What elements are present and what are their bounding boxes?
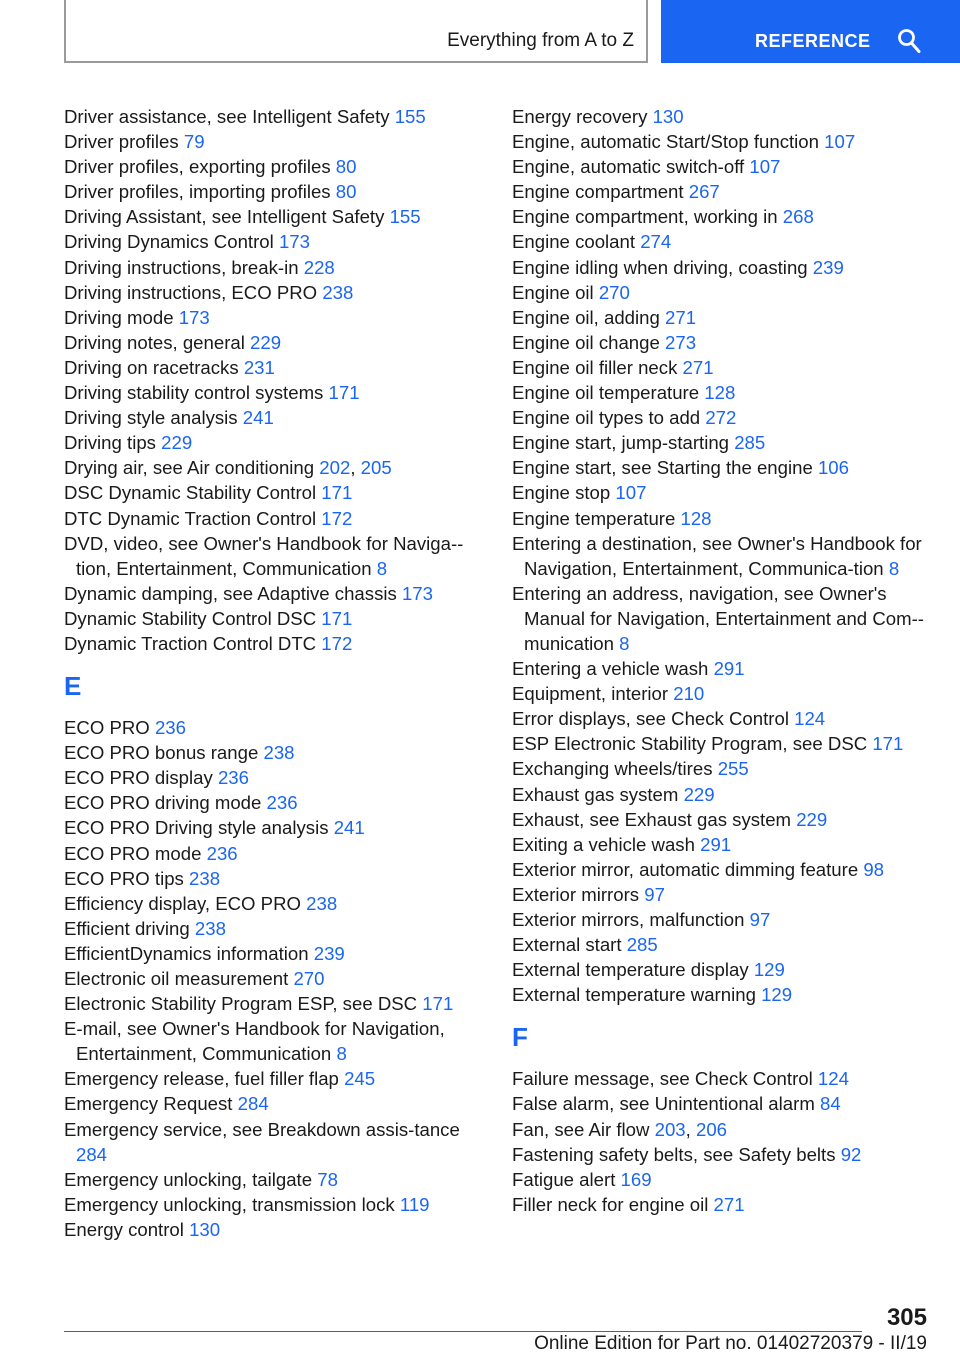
entry-term: Failure message, see Check Control [512, 1068, 813, 1090]
entry-term: Energy recovery [512, 106, 648, 127]
index-entry [512, 506, 932, 531]
entry-term: Exhaust gas system [512, 783, 679, 805]
index-entry [512, 330, 932, 355]
index-entry [512, 154, 932, 179]
index-entry [512, 807, 932, 832]
page-link[interactable]: 270 [598, 281, 630, 303]
entry-term: Driving instructions, break-in [64, 256, 299, 278]
entry-term: Equipment, interior [512, 683, 669, 705]
entry-term: Engine oil filler neck [512, 356, 678, 378]
entry-term: False alarm, see Unintentional alarm [512, 1093, 815, 1115]
index-entry [64, 631, 474, 656]
page-link[interactable]: 291 [700, 833, 732, 855]
index-entry [64, 506, 474, 531]
index-entry [64, 991, 474, 1016]
page-link[interactable]: 8 [376, 557, 388, 579]
entry-term: Electronic Stability Program ESP, see DSC [64, 993, 418, 1015]
page-link[interactable]: 79 [183, 131, 205, 153]
page-link[interactable]: 268 [782, 206, 814, 228]
entry-term: Driver assistance, see Intelligent Safety [64, 106, 390, 127]
index-entry [64, 255, 474, 280]
page-link[interactable]: 172 [321, 632, 353, 654]
index-entry [512, 104, 932, 129]
page-link[interactable]: 228 [303, 256, 335, 278]
page-link[interactable]: 267 [688, 181, 720, 203]
page-link[interactable]: 130 [189, 1218, 221, 1240]
entry-term: Error displays, see Check Control [512, 708, 789, 730]
entry-term: ESP Electronic Stability Program, see DSC [512, 733, 868, 755]
index-entry [64, 740, 474, 765]
search-icon[interactable] [897, 28, 921, 54]
index-entry [64, 866, 474, 891]
page-link[interactable]: 231 [243, 356, 275, 378]
entry-term: DSC Dynamic Stability Control [64, 482, 317, 504]
page-link[interactable]: 285 [734, 432, 766, 454]
entry-term: Driving on racetracks [64, 356, 239, 378]
entry-term: Driving Dynamics Control [64, 231, 274, 253]
entry-term: Engine, automatic Start/Stop function [512, 131, 819, 153]
entry-term: Driver profiles, importing profiles [64, 181, 331, 203]
entry-term: Fastening safety belts, see Safety belts [512, 1143, 836, 1165]
page-link[interactable]: 229 [796, 808, 828, 830]
index-entry [64, 1091, 474, 1116]
index-entry [64, 841, 474, 866]
page-link[interactable]: 124 [817, 1068, 849, 1090]
page-link[interactable]: 238 [322, 281, 354, 303]
index-entry [512, 756, 932, 781]
page-link[interactable]: 205 [360, 457, 392, 479]
index-entry [512, 857, 932, 882]
entry-term: Drying air, see Air conditioning [64, 457, 315, 479]
page-link[interactable]: 128 [704, 382, 736, 404]
page-link[interactable]: 155 [394, 106, 426, 127]
entry-term: Driving mode [64, 306, 174, 328]
entry-term: ECO PRO [64, 717, 150, 739]
page-link[interactable]: 274 [640, 231, 672, 253]
page-link[interactable]: 171 [321, 607, 353, 629]
index-entry [64, 715, 474, 740]
entry-term: Exterior mirrors, malfunction [512, 909, 745, 930]
entry-term: Engine start, jump-starting [512, 432, 730, 454]
index-entry [512, 280, 932, 305]
page-link[interactable]: 206 [696, 1118, 728, 1140]
entry-term: External start [512, 934, 622, 956]
entry-term: Engine coolant [512, 231, 636, 253]
index-entry [512, 430, 932, 455]
index-column-right [512, 104, 932, 1217]
entry-term: Exterior mirrors [512, 883, 640, 905]
entry-term: Exhaust, see Exhaust gas system [512, 808, 792, 830]
entry-term: Engine oil types to add [512, 407, 701, 429]
entry-term: Dynamic Traction Control DTC [64, 632, 317, 654]
page-link[interactable]: 80 [335, 181, 357, 203]
page-link[interactable]: 171 [872, 733, 904, 755]
entry-term: DVD, video, see Owner's Handbook for Naviga-tion, Entertainment, Communication [64, 532, 464, 579]
index-entry [512, 405, 932, 430]
index-entry [512, 455, 932, 480]
page-link[interactable]: 239 [812, 256, 844, 278]
index-entry [512, 1142, 932, 1167]
index-entry [64, 941, 474, 966]
index-entry [512, 129, 932, 154]
page-link[interactable]: 84 [819, 1093, 841, 1115]
entry-term: ECO PRO display [64, 767, 213, 789]
index-entry [512, 480, 932, 505]
entry-term: Emergency unlocking, tailgate [64, 1168, 313, 1190]
index-entry [64, 204, 474, 229]
index-entry [512, 380, 932, 405]
page-link[interactable]: 107 [749, 156, 781, 178]
entry-term: Engine compartment, working in [512, 206, 778, 228]
index-entry [512, 681, 932, 706]
index-entry [512, 782, 932, 807]
edition-note: Online Edition for Part no. 01402720379 - II/19 [534, 1333, 927, 1354]
page-link[interactable]: 107 [615, 482, 647, 504]
index-entry [512, 1066, 932, 1091]
page-link[interactable]: 98 [863, 858, 885, 880]
index-entry [64, 966, 474, 991]
page-link[interactable]: 284 [76, 1143, 108, 1165]
entry-term: ECO PRO driving mode [64, 792, 262, 814]
page-link[interactable]: 107 [824, 131, 856, 153]
page-link[interactable]: 238 [189, 867, 221, 889]
entry-term: Engine compartment [512, 181, 684, 203]
index-entry [64, 916, 474, 941]
page-link[interactable]: 169 [620, 1168, 652, 1190]
index-entry [64, 129, 474, 154]
entry-term: Entering a destination, see Owner's Handbook for Navigation, Entertainment, Communica-tion [512, 532, 922, 579]
page-link[interactable]: 129 [753, 959, 785, 981]
index-entry [64, 1016, 474, 1066]
index-entry [64, 154, 474, 179]
index-entry [512, 932, 932, 957]
index-entry [512, 355, 932, 380]
entry-term: Entering an address, navigation, see Owner's Manual for Navigation, Entertainment and Com-munication [512, 582, 924, 654]
entry-term: Engine temperature [512, 507, 676, 529]
index-entry [64, 305, 474, 330]
page-link[interactable]: 173 [178, 306, 210, 328]
index-entry [512, 882, 932, 907]
page-link[interactable]: 92 [840, 1143, 862, 1165]
index-entry [64, 765, 474, 790]
page-link[interactable]: 171 [328, 382, 360, 404]
page-link[interactable]: 124 [794, 708, 826, 730]
entry-term: Efficiency display, ECO PRO [64, 892, 301, 914]
entry-term: DTC Dynamic Traction Control [64, 507, 317, 529]
page-link[interactable]: 106 [817, 457, 849, 479]
page-link[interactable]: 236 [206, 842, 238, 864]
entry-term: Driving instructions, ECO PRO [64, 281, 318, 303]
index-entry [64, 1066, 474, 1091]
entry-term: Engine start, see Starting the engine [512, 457, 813, 479]
index-entry [64, 1117, 474, 1167]
page-link[interactable]: 245 [344, 1068, 376, 1090]
reference-tab[interactable] [661, 0, 960, 63]
page-link[interactable]: 129 [761, 984, 793, 1006]
entry-term: Emergency unlocking, transmission lock [64, 1193, 395, 1215]
page-link[interactable]: 236 [154, 717, 186, 739]
entry-term: Engine, automatic switch-off [512, 156, 745, 178]
entry-term: Fatigue alert [512, 1168, 616, 1190]
index-entry [64, 355, 474, 380]
index-entry [512, 907, 932, 932]
page-link[interactable]: 173 [278, 231, 310, 253]
reference-tab-label: REFERENCE [755, 31, 871, 51]
page-link[interactable]: 238 [263, 742, 295, 764]
page-link[interactable]: 271 [713, 1193, 745, 1215]
index-entry [512, 531, 932, 581]
entry-term: EfficientDynamics information [64, 942, 309, 964]
section-letter: E [64, 671, 82, 702]
page-link[interactable]: 155 [389, 206, 421, 228]
index-entry [64, 380, 474, 405]
page-link[interactable]: 241 [333, 817, 365, 839]
index-entry [64, 330, 474, 355]
page-link[interactable]: 236 [266, 792, 298, 814]
entry-term: ECO PRO bonus range [64, 742, 259, 764]
index-entry [512, 731, 932, 756]
page-link[interactable]: 291 [713, 658, 745, 680]
index-entry [512, 305, 932, 330]
entry-term: Driving stability control systems [64, 382, 324, 404]
entry-term: Driving tips [64, 432, 156, 454]
entry-term: Emergency Request [64, 1093, 233, 1115]
index-entry [64, 179, 474, 204]
index-entry [64, 280, 474, 305]
index-entry [64, 430, 474, 455]
page-link[interactable]: 238 [194, 917, 226, 939]
entry-term: Electronic oil measurement [64, 968, 289, 989]
index-entry [512, 1167, 932, 1192]
index-entry [512, 204, 932, 229]
footer-divider [64, 1331, 862, 1332]
entry-term: Energy control [64, 1218, 184, 1240]
page-link[interactable]: 8 [619, 632, 630, 654]
entry-term: ECO PRO mode [64, 842, 202, 864]
entry-term: Driver profiles, exporting profiles [64, 156, 331, 178]
page-link[interactable]: 202 [319, 457, 351, 479]
index-entry [512, 229, 932, 254]
page-link[interactable]: 236 [217, 767, 249, 789]
page-link[interactable]: 97 [644, 883, 665, 905]
page-link[interactable]: 271 [682, 356, 714, 378]
page-link[interactable]: 128 [680, 507, 712, 529]
entry-term: External temperature warning [512, 984, 756, 1006]
index-entry [512, 832, 932, 857]
entry-term: Driver profiles [64, 131, 179, 153]
entry-term: Engine oil, adding [512, 306, 660, 328]
index-entry [64, 480, 474, 505]
page-link[interactable]: 241 [242, 407, 274, 429]
page-link[interactable]: 271 [665, 306, 697, 328]
entry-term: Filler neck for engine oil [512, 1193, 709, 1215]
index-entry [64, 606, 474, 631]
page-number: 305 [886, 1304, 927, 1331]
section-title: Everything from A to Z [447, 30, 634, 51]
entry-term: Dynamic Stability Control DSC [64, 607, 317, 629]
index-entry [512, 706, 932, 731]
entry-term: Engine oil [512, 281, 594, 303]
index-entry [64, 1192, 474, 1217]
page-link[interactable]: 255 [717, 758, 749, 780]
page-link[interactable]: 8 [888, 557, 900, 579]
index-entry [64, 790, 474, 815]
entry-term: Engine oil change [512, 331, 660, 353]
entry-term: Exterior mirror, automatic dimming feature [512, 858, 859, 880]
index-entry [64, 891, 474, 916]
page-link[interactable]: 273 [665, 331, 697, 353]
index-entry [512, 1091, 932, 1116]
page-link[interactable]: 229 [250, 331, 282, 353]
index-entry [64, 229, 474, 254]
entry-term: Dynamic damping, see Adaptive chassis [64, 582, 397, 604]
page-link[interactable]: 238 [306, 892, 338, 914]
index-entry [512, 656, 932, 681]
entry-term: Emergency release, fuel filler flap [64, 1068, 339, 1090]
entry-term: Entering a vehicle wash [512, 658, 709, 680]
section-letter: F [512, 1022, 528, 1053]
page-link[interactable]: 80 [335, 156, 357, 178]
page-link[interactable]: 173 [401, 582, 433, 604]
index-entry [512, 957, 932, 982]
page-link[interactable]: 229 [161, 432, 193, 454]
entry-term: Efficient driving [64, 917, 190, 939]
entry-term: Driving Assistant, see Intelligent Safety [64, 206, 385, 228]
page-link[interactable]: 119 [399, 1193, 430, 1215]
entry-term: ECO PRO Driving style analysis [64, 817, 329, 839]
index-entry: Drying air, see Air conditioning 202, 205 [64, 457, 392, 479]
entry-term: Engine oil temperature [512, 382, 700, 404]
index-column-left [64, 104, 474, 1242]
page-link[interactable]: 284 [237, 1093, 269, 1115]
entry-term: Fan, see Air flow [512, 1118, 650, 1140]
header-section-box [64, 0, 648, 63]
entry-term: Driving notes, general [64, 331, 245, 353]
index-entry: Fan, see Air flow 203, 206 [512, 1118, 728, 1140]
page-link[interactable]: 171 [422, 993, 454, 1015]
index-entry [512, 179, 932, 204]
page-link[interactable]: 130 [652, 106, 684, 127]
entry-term: ECO PRO tips [64, 867, 184, 889]
index-entry [512, 982, 932, 1007]
page-link[interactable]: 97 [749, 909, 771, 930]
index-entry [64, 815, 474, 840]
index-entry [512, 255, 932, 280]
index-entry [64, 531, 474, 581]
page-link[interactable]: 210 [673, 683, 705, 705]
page-link[interactable]: 203 [654, 1118, 686, 1140]
page-link[interactable]: 270 [293, 968, 325, 989]
page-link[interactable]: 78 [317, 1168, 338, 1190]
entry-term: Exchanging wheels/tires [512, 758, 713, 780]
page-link[interactable]: 229 [683, 783, 715, 805]
index-entry [64, 581, 474, 606]
entry-term: Engine stop [512, 482, 611, 504]
index-entry [64, 104, 474, 129]
entry-term: E-mail, see Owner's Handbook for Navigation, Entertainment, Communication [64, 1018, 445, 1065]
index-entry [64, 1167, 474, 1192]
entry-term: Engine idling when driving, coasting [512, 256, 808, 278]
index-entry [64, 405, 474, 430]
entry-term: External temperature display [512, 959, 749, 981]
page-link[interactable]: 171 [321, 482, 353, 504]
page-link[interactable]: 8 [336, 1043, 347, 1065]
page-link[interactable]: 239 [313, 942, 345, 964]
entry-term: Driving style analysis [64, 407, 238, 429]
index-entry [512, 581, 932, 656]
entry-term: Emergency service, see Breakdown assis-tance [64, 1118, 460, 1140]
page-link[interactable]: 285 [626, 934, 658, 956]
index-entry [64, 1217, 474, 1242]
page-link[interactable]: 272 [705, 407, 737, 429]
index-entry [512, 1192, 932, 1217]
entry-term: Exiting a vehicle wash [512, 833, 695, 855]
page-link[interactable]: 172 [321, 507, 353, 529]
